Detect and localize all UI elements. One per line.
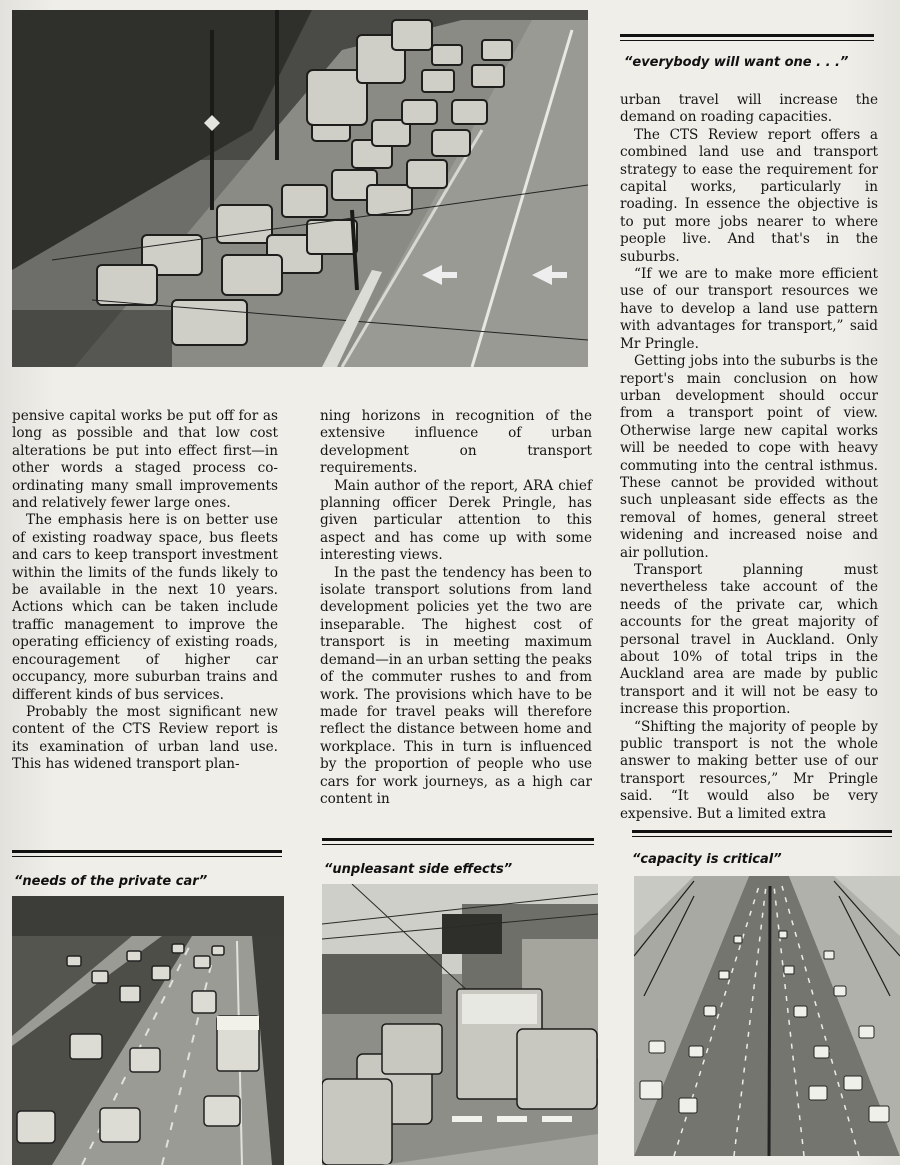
paragraph: The CTS Review report offers a combined land use and transport strategy to ease the requirement for capital works, particularly in roading. In essence the objective is to put more jobs nearer to where people live. And that's in the suburbs.: [620, 126, 878, 265]
text-column-right: [620, 92, 878, 822]
city-street-photo: [322, 884, 598, 1165]
caption-capacity-is-critical: “capacity is critical”: [632, 852, 782, 867]
text-column-middle: [320, 408, 592, 824]
caption-needs-of-private-car: “needs of the private car”: [14, 874, 208, 889]
text-column-left: [12, 408, 278, 824]
paragraph: The emphasis here is on better use of existing roadway space, bus fleets and cars to keep transport investment within the limits of the funds likely to be available in the next 10 years. Actions which can be taken include traffic management to improve the operating efficiency of existing roads, encouragement of higher car occupancy, more suburban trains and different kinds of bus services.: [12, 512, 278, 703]
paragraph: ning horizons in recognition of the extensive influence of urban development on transport requirements.: [320, 408, 592, 477]
paragraph: “Shifting the majority of people by public transport is not the whole answer to making better use of our transport resources,” Mr Pringle said. “It would also be very expensive. But a limited extra: [620, 718, 878, 822]
paragraph: Probably the most significant new content of the CTS Review report is its examination of urban land use. This has widened transport plan-: [12, 703, 278, 773]
caption-unpleasant-side-effects: “unpleasant side effects”: [324, 862, 513, 877]
motorway-photo: [12, 896, 284, 1165]
caption-rule-bottom-right: [632, 830, 892, 833]
paragraph: Transport planning must nevertheless take account of the needs of the private car, which accounts for the great majority of personal travel in Auckland. Only about 10% of total trips in the Auckland area are made by public transport and it will not be easy to increase this proportion.: [620, 561, 878, 718]
traffic-jam-photo: [12, 10, 588, 367]
caption-rule-bottom-left: [12, 850, 282, 853]
caption-rule-top-right: [620, 34, 874, 37]
paragraph: urban travel will increase the demand on roading capacities.: [620, 92, 878, 126]
caption-everybody-will-want-one: “everybody will want one . . .”: [624, 55, 849, 70]
harbour-bridge-photo: [634, 876, 900, 1156]
paragraph: Getting jobs into the suburbs is the report's main conclusion on how urban development should occur from a transport point of view. Otherwise large new capital works will be needed to cope with heavy commuting into the central isthmus. These cannot be provided without such unpleasant side effects as the removal of homes, general street widening and increased noise and air pollution.: [620, 353, 878, 561]
paragraph: “If we are to make more efficient use of our transport resources we have to develop a land use pattern with advantages for transport,” said Mr Pringle.: [620, 266, 878, 352]
caption-rule-bottom-center: [322, 838, 594, 841]
paragraph: Main author of the report, ARA chief planning officer Derek Pringle, has given particular attention to this aspect and has come up with some interesting views.: [320, 477, 592, 564]
paragraph: pensive capital works be put off for as long as possible and that low cost alterations be put into effect first—in other words a staged process co-ordinating many small improvements and relatively fewer large ones.: [12, 408, 278, 512]
paragraph: In the past the tendency has been to isolate transport solutions from land development policies yet the two are inseparable. The highest cost of transport is in meeting maximum demand—in an urban setting the peaks of the commuter rushes to and from work. The provisions which have to be made for travel peaks will therefore reflect the distance between home and workplace. This in turn is influenced by the proportion of people who use cars for work journeys, as a high car content in: [320, 564, 592, 807]
